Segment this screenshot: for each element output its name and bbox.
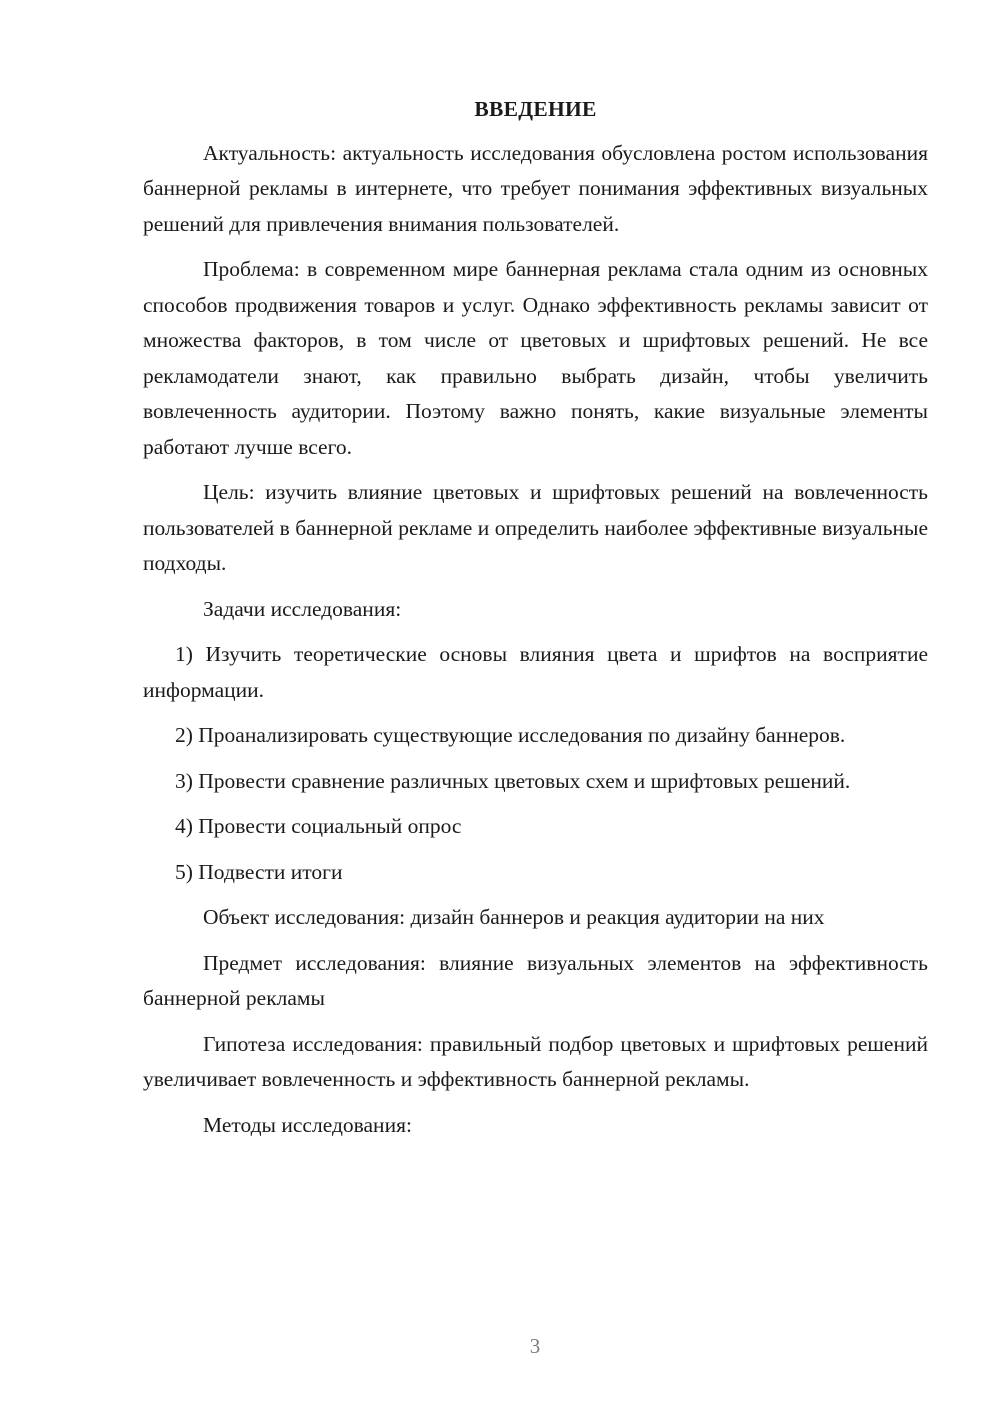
tasks-heading: Задачи исследования: bbox=[203, 596, 402, 621]
list-item: 4) Провести социальный опрос bbox=[175, 814, 462, 838]
goal-paragraph: Цель: изучить влияние цветовых и шрифтовых решений на вовлеченность пользователей в баннерной рекламе и определить наиболее эффективные визуальные подходы. bbox=[143, 480, 928, 575]
problem-paragraph: Проблема: в современном мире баннерная реклама стала одним из основных способов продвижения товаров и услуг. Однако эффективность рекламы зависит от множества факторов, в том числе от цветовых и шрифтовых решений. Не все рекламодатели знают, как правильно выбрать дизайн, чтобы увеличить вовлеченность аудитории. Поэтому важно понять, какие визуальные элементы работают лучше всего. bbox=[143, 257, 928, 459]
list-item: 1) Изучить теоретические основы влияния цвета и шрифтов на восприятие информации. bbox=[143, 642, 928, 702]
list-item: 3) Провести сравнение различных цветовых схем и шрифтовых решений. bbox=[175, 768, 851, 793]
document-page bbox=[143, 92, 928, 1153]
hypothesis-paragraph: Гипотеза исследования: правильный подбор цветовых и шрифтовых решений увеличивает вовлеченность и эффективность баннерной рекламы. bbox=[143, 1031, 928, 1091]
methods-heading: Методы исследования: bbox=[203, 1112, 412, 1137]
tasks-list bbox=[143, 637, 928, 890]
relevance-paragraph: Актуальность: актуальность исследования обусловлена ростом использования баннерной рекламы в интернете, что требует понимания эффективных визуальных решений для привлечения внимания пользователей. bbox=[143, 140, 928, 236]
list-item: 2) Проанализировать существующие исследования по дизайну баннеров. bbox=[175, 723, 846, 747]
page-number: 3 bbox=[529, 1334, 541, 1358]
page-title: ВВЕДЕНИЕ bbox=[474, 97, 597, 121]
list-item: 5) Подвести итоги bbox=[175, 859, 343, 884]
subject-paragraph: Предмет исследования: влияние визуальных элементов на эффективность баннерной рекламы bbox=[143, 950, 928, 1010]
object-paragraph: Объект исследования: дизайн баннеров и реакция аудитории на них bbox=[203, 905, 825, 929]
